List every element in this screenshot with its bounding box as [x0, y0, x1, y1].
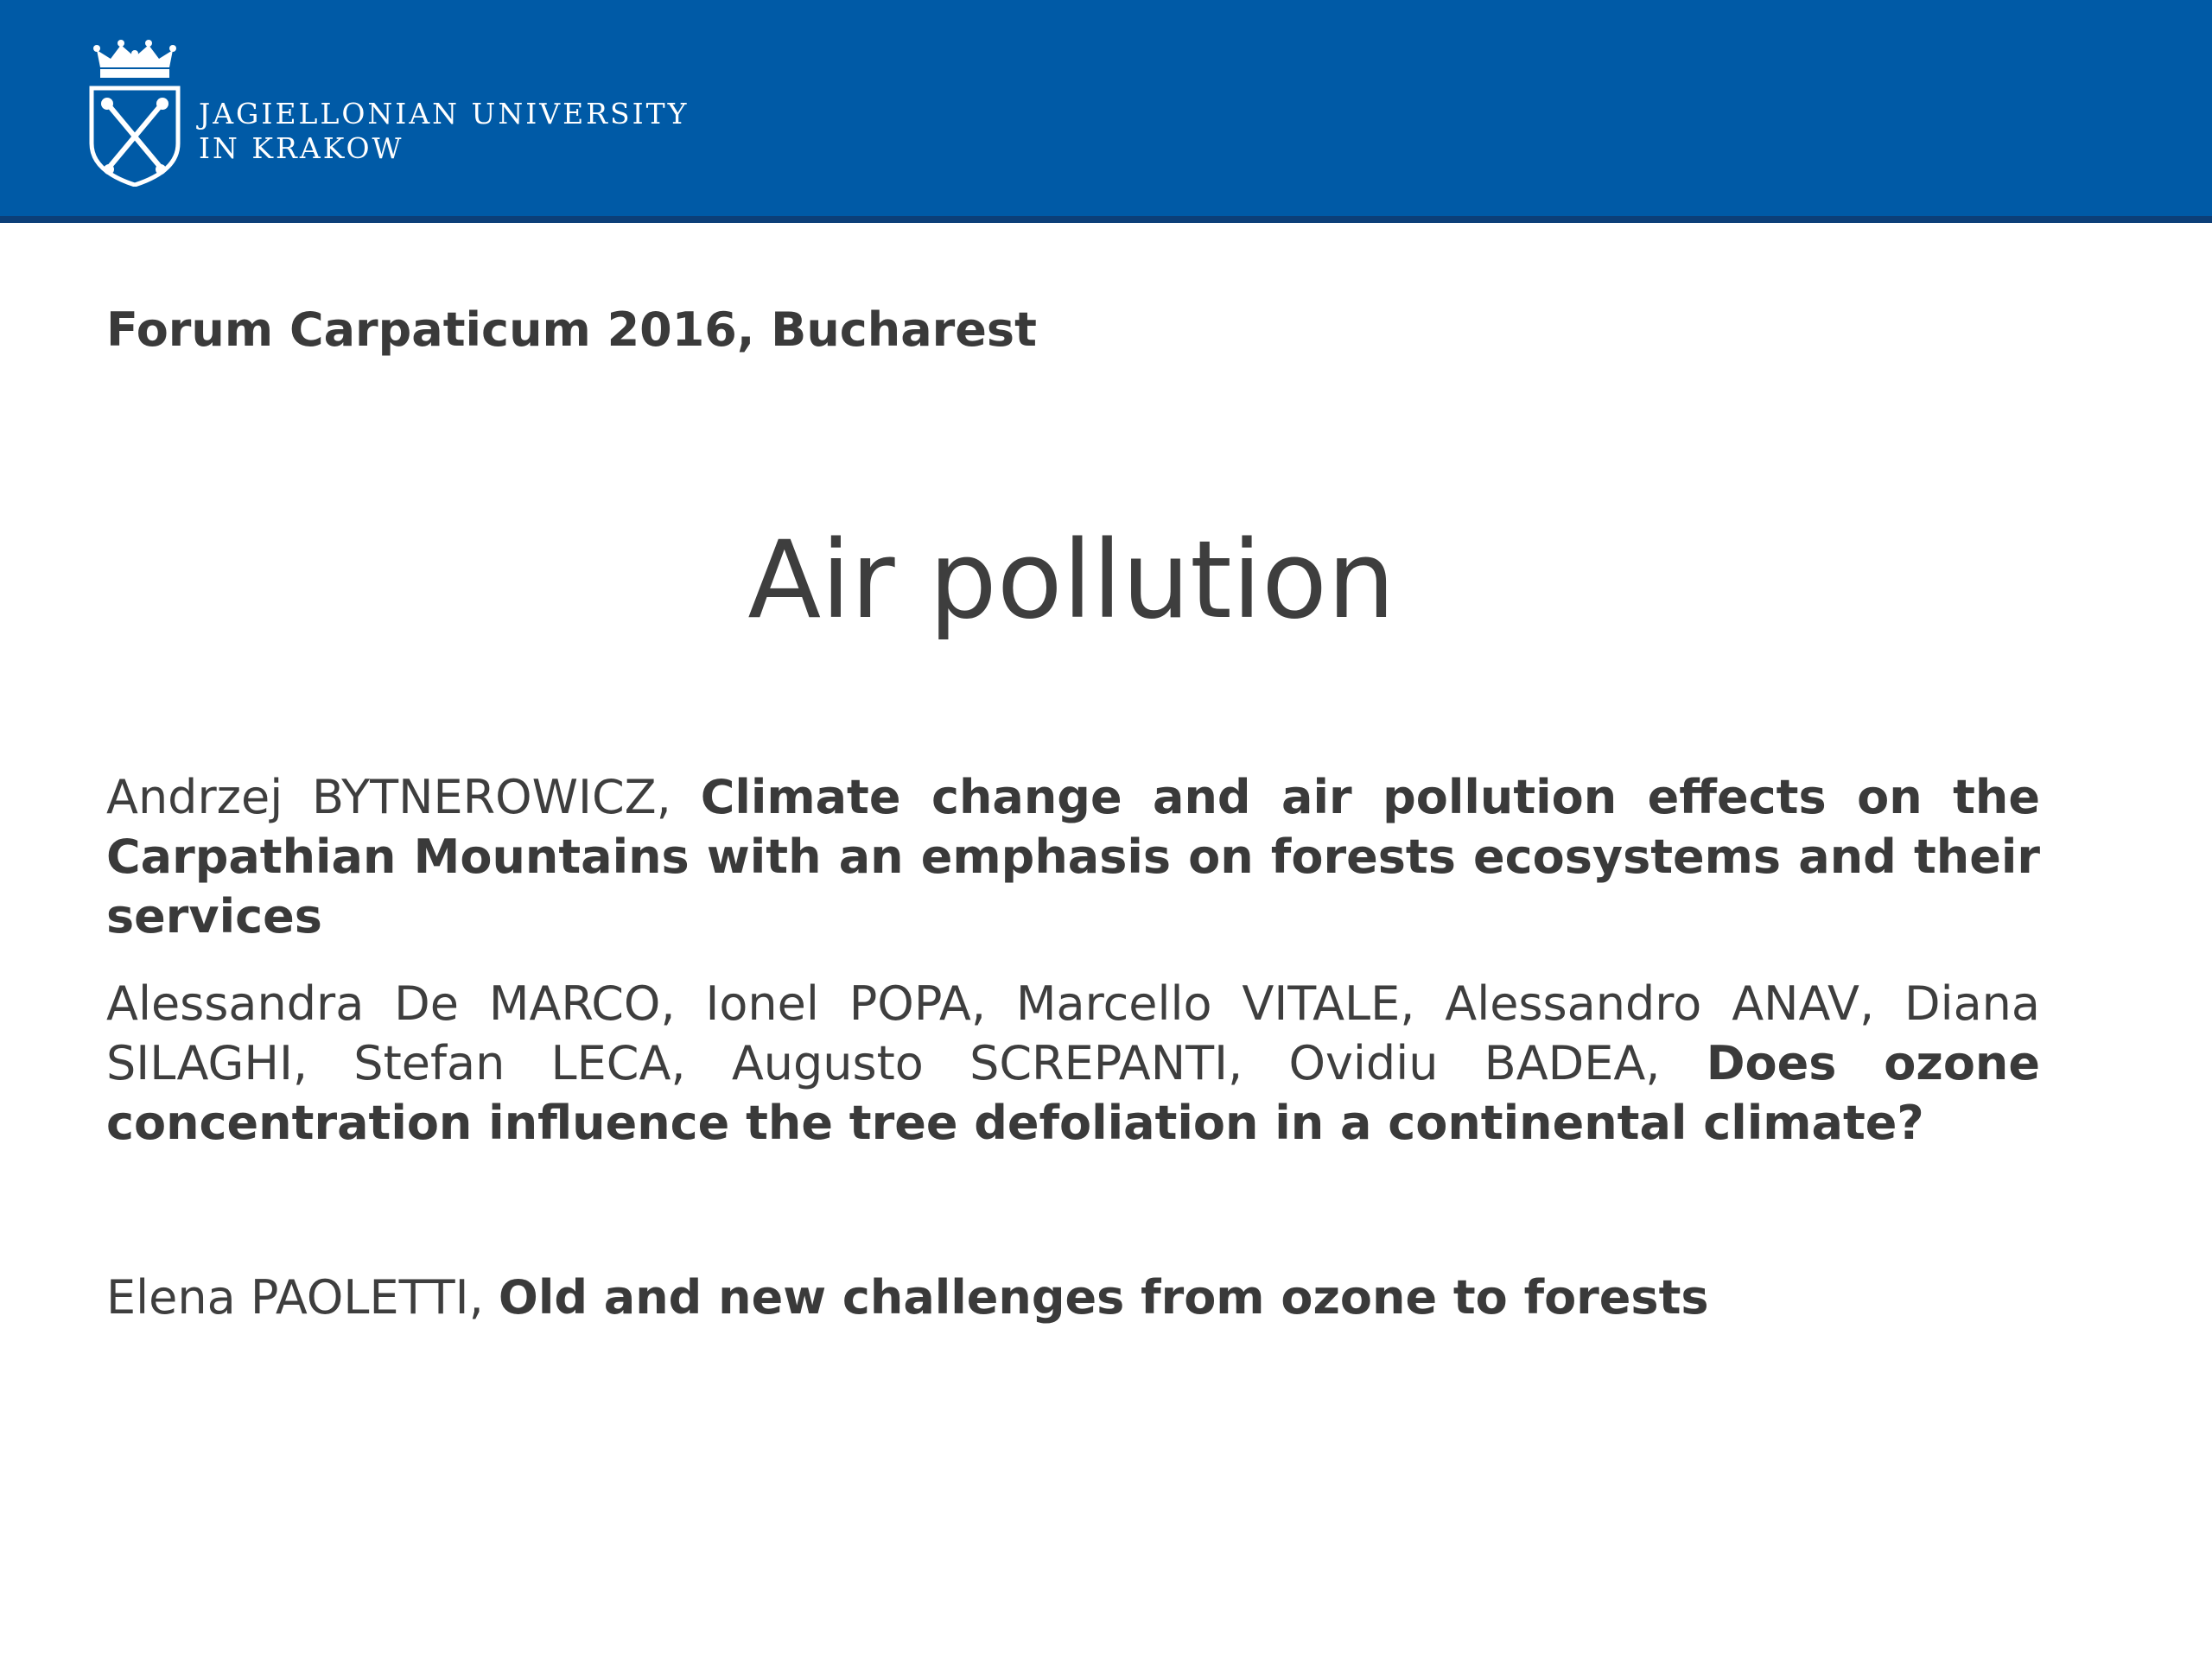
university-name-line1: JAGIELLONIAN UNIVERSITY [199, 97, 690, 130]
university-crest-icon [86, 40, 183, 187]
talk-authors: Elena PAOLETTI, [106, 1270, 499, 1325]
slide-title: Air pollution [747, 518, 1395, 643]
talk-authors: Alessandra De MARCO, Ionel POPA, Marcello VITALE, Alessandro ANAV, Diana SILAGHI, Stefan LECA, Augusto SCREPANTI, Ovidiu BADEA, [106, 976, 2040, 1090]
talk-authors: Andrzej BYTNEROWICZ, [106, 770, 701, 824]
talk-entry [106, 974, 2040, 1153]
talk-entry [106, 1268, 2040, 1327]
talk-title: Climate change and air pollution effects on the Carpathian Mountains with an emphasis on forests ecosystems and their services [106, 770, 2040, 944]
talk-entry [106, 767, 2040, 946]
university-name-line2: IN KRAKOW [199, 131, 404, 165]
talk-title: Old and new challenges from ozone to forests [498, 1270, 1709, 1325]
header-divider [0, 216, 2212, 223]
university-name [199, 97, 689, 166]
conference-heading: Forum Carpaticum 2016, Bucharest [106, 302, 1037, 357]
talk-title: Does ozone concentration influence the tree defoliation in a continental climate? [106, 1036, 2040, 1150]
